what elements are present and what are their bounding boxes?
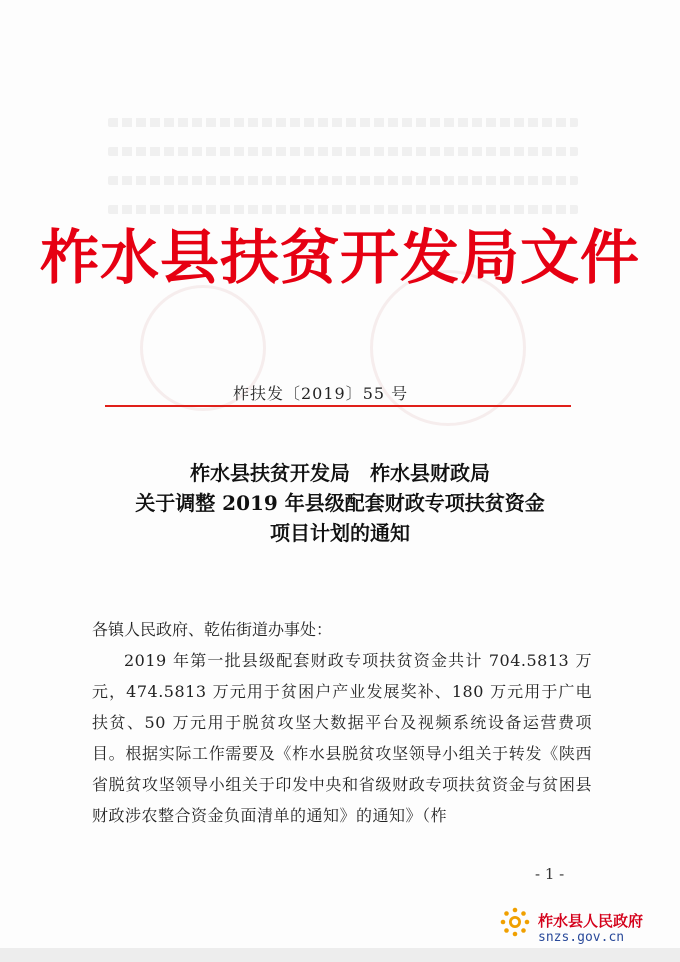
- body-paragraph: 2019 年第一批县级配套财政专项扶贫资金共计 704.5813 万元，474.5813 万元用于贫困户产业发展奖补、180 万元用于广电扶贫、50 万元用于脱贫攻坚大数据平台及视频系统设备运营费项目。根据实际工作需要及《柞水县脱贫攻坚领导小组关于转发《陕西省脱贫攻坚领导小组关于印发中央和省级财政专项扶贫资金与贫困县财政涉农整合资金负面清单的通知》的通知》（柞: [92, 651, 592, 825]
- watermark-site-name: 柞水县人民政府: [538, 912, 644, 930]
- notice-title-line-1: 柞水县扶贫开发局 柞水县财政局: [190, 461, 490, 485]
- notice-title-line-3: 项目计划的通知: [270, 521, 410, 545]
- salutation: 各镇人民政府、乾佑街道办事处：: [92, 620, 333, 639]
- notice-title: [0, 458, 680, 548]
- watermark-site-url: snzs.gov.cn: [538, 930, 625, 945]
- notice-title-line-2: 关于调整 2019 年县级配套财政专项扶贫资金: [135, 491, 545, 515]
- document-header-title: 柞水县扶贫开发局文件: [39, 223, 640, 292]
- document-number: 柞扶发〔2019〕55 号: [233, 384, 409, 403]
- footer-bar: [0, 948, 680, 962]
- bleed-through-text: [108, 118, 578, 234]
- page-number: - 1 -: [535, 865, 565, 883]
- notice-body: [92, 614, 592, 831]
- red-separator-line: [105, 405, 571, 407]
- sun-logo-icon: [500, 907, 530, 937]
